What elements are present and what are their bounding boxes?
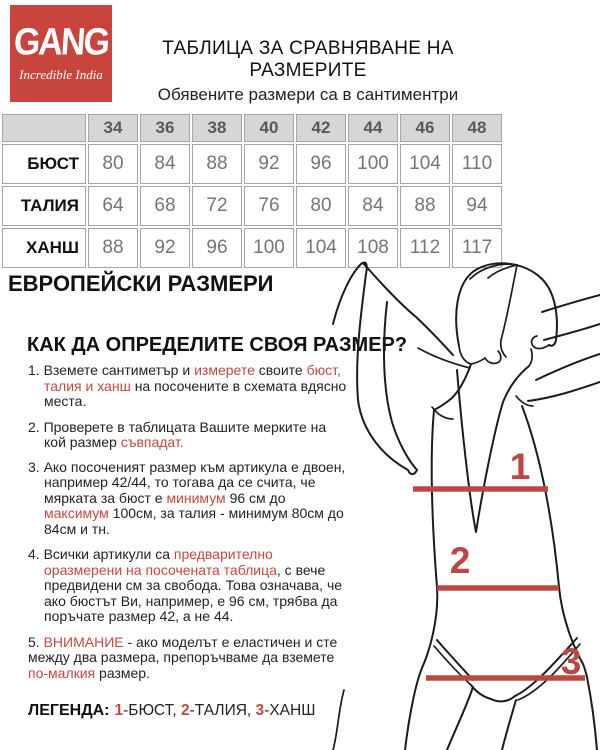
legend <box>28 702 315 720</box>
size-header-cell: 44 <box>348 114 398 142</box>
measurement-label-cell: БЮСТ <box>2 144 86 184</box>
measurement-value-cell: 96 <box>192 228 242 268</box>
measurement-value-cell: 108 <box>348 228 398 268</box>
bikini-bottom-left <box>471 685 491 699</box>
european-sizes-heading: ЕВРОПЕЙСКИ РАЗМЕРИ <box>8 271 274 296</box>
list-item: 3. Ако посоченият размер към артикула е двоен, например 42/44, то тогава да се счита, че мярката за бюст е минимум 96 см до максимум 100см, за талия - минимум 80см до 84см и тн. <box>28 458 346 537</box>
measurement-value-cell: 84 <box>140 144 190 184</box>
measurement-value-cell: 100 <box>348 144 398 184</box>
measurement-value-cell: 76 <box>244 186 294 226</box>
measurement-value-cell: 80 <box>296 186 346 226</box>
torso-right-edge <box>522 406 587 677</box>
right-forearm-lower <box>544 324 600 340</box>
measurement-value-cell: 72 <box>192 186 242 226</box>
hip-number-label: 3 <box>560 641 582 682</box>
left-arm-outer <box>333 262 417 474</box>
list-item: 2. Проверете в таблицата Вашите мерките на кой размер съвпадат. <box>28 418 327 450</box>
size-header-cell: 46 <box>400 114 450 142</box>
measurement-value-cell: 104 <box>400 144 450 184</box>
figure-illustration <box>330 250 600 750</box>
right-arm-return-upper <box>536 354 600 380</box>
size-header-cell: 34 <box>88 114 138 142</box>
measurement-value-cell: 84 <box>348 186 398 226</box>
measurement-value-cell: 117 <box>452 228 502 268</box>
size-header-cell: 36 <box>140 114 190 142</box>
measurement-value-cell: 112 <box>400 228 450 268</box>
measurement-value-cell: 80 <box>88 144 138 184</box>
measurement-value-cell: 88 <box>192 144 242 184</box>
header <box>112 38 504 105</box>
bikini-crotch <box>491 696 515 701</box>
measurement-value-cell: 94 <box>452 186 502 226</box>
page-title: ТАБЛИЦА ЗА СРАВНЯВАНЕ НА РАЗМЕРИТЕ <box>162 38 454 81</box>
hair-part-line <box>501 265 517 357</box>
jaw-line <box>529 349 532 366</box>
chin-line <box>459 346 485 364</box>
how-to-heading: КАК ДА ОПРЕДЕЛИТЕ СВОЯ РАЗМЕР? <box>27 334 408 356</box>
measurement-value-cell: 64 <box>88 186 138 226</box>
list-item: 1. Вземете сантиметър и измерете своите бюст, талия и ханш на посочените в схемата вдясно места. <box>28 362 347 409</box>
neck-left <box>434 364 471 410</box>
left-calf-line <box>333 690 344 750</box>
size-header-cell: 38 <box>192 114 242 142</box>
measurement-value-cell: 100 <box>244 228 294 268</box>
measurement-value-cell: 88 <box>400 186 450 226</box>
instruction-list <box>28 363 348 691</box>
table-corner-cell <box>2 114 86 142</box>
hair-curl <box>532 336 549 349</box>
left-forearm-upper <box>363 263 453 355</box>
size-header-cell: 40 <box>244 114 294 142</box>
hair-strand <box>470 264 517 279</box>
brand-name: GANG <box>12 20 110 63</box>
size-header-cell: 42 <box>296 114 346 142</box>
page-subtitle: Обявените размери са в сантиментри <box>157 85 459 104</box>
measurement-value-cell: 92 <box>244 144 294 184</box>
measurement-value-cell: 104 <box>296 228 346 268</box>
size-comparison-table <box>0 112 504 270</box>
table-row <box>2 186 502 226</box>
measurement-label-cell: ХАНШ <box>2 228 86 268</box>
legend-text: 1-БЮСТ, 2-ТАЛИЯ, 3-ХАНШ <box>114 702 316 719</box>
measurement-value-cell: 96 <box>296 144 346 184</box>
brand-logo <box>10 5 112 102</box>
measurement-value-cell: 110 <box>452 144 502 184</box>
measurement-value-cell: 92 <box>140 228 190 268</box>
measurement-marks <box>413 446 585 682</box>
right-thigh-outer <box>587 677 597 750</box>
size-table-head <box>2 114 502 142</box>
right-arm-return-lower <box>528 382 600 401</box>
nose-line <box>485 351 501 363</box>
list-item: 5. ВНИМАНИЕ - ако моделът е еластичен и сте между два размера, препоръчваме да вземете по-малкия размер. <box>28 633 338 681</box>
waist-number-label: 2 <box>449 540 471 581</box>
size-header-cell: 48 <box>452 114 502 142</box>
left-arm-inner <box>384 302 417 470</box>
table-row <box>2 144 502 184</box>
measurement-value-cell: 68 <box>140 186 190 226</box>
list-item: 4. Всички артикули са предварително оразмерени на посочената таблица, с вече предвидени см за свобода. Това означава, че ако бюстът Ви, например, е 96 см, трябва да поръчате размер 42, а не 44. <box>28 546 343 624</box>
bust-number-label: 1 <box>509 446 531 487</box>
hair-outline <box>456 263 557 346</box>
measurement-label-cell: ТАЛИЯ <box>2 186 86 226</box>
brand-tagline: Incredible India <box>19 66 103 82</box>
right-thigh-inner <box>502 700 516 750</box>
measurement-value-cell: 88 <box>88 228 138 268</box>
legend-label: ЛЕГЕНДА: <box>28 702 110 719</box>
right-forearm-upper <box>542 295 600 312</box>
bikini-left-edge <box>437 640 473 680</box>
left-thigh-inner <box>447 687 473 750</box>
